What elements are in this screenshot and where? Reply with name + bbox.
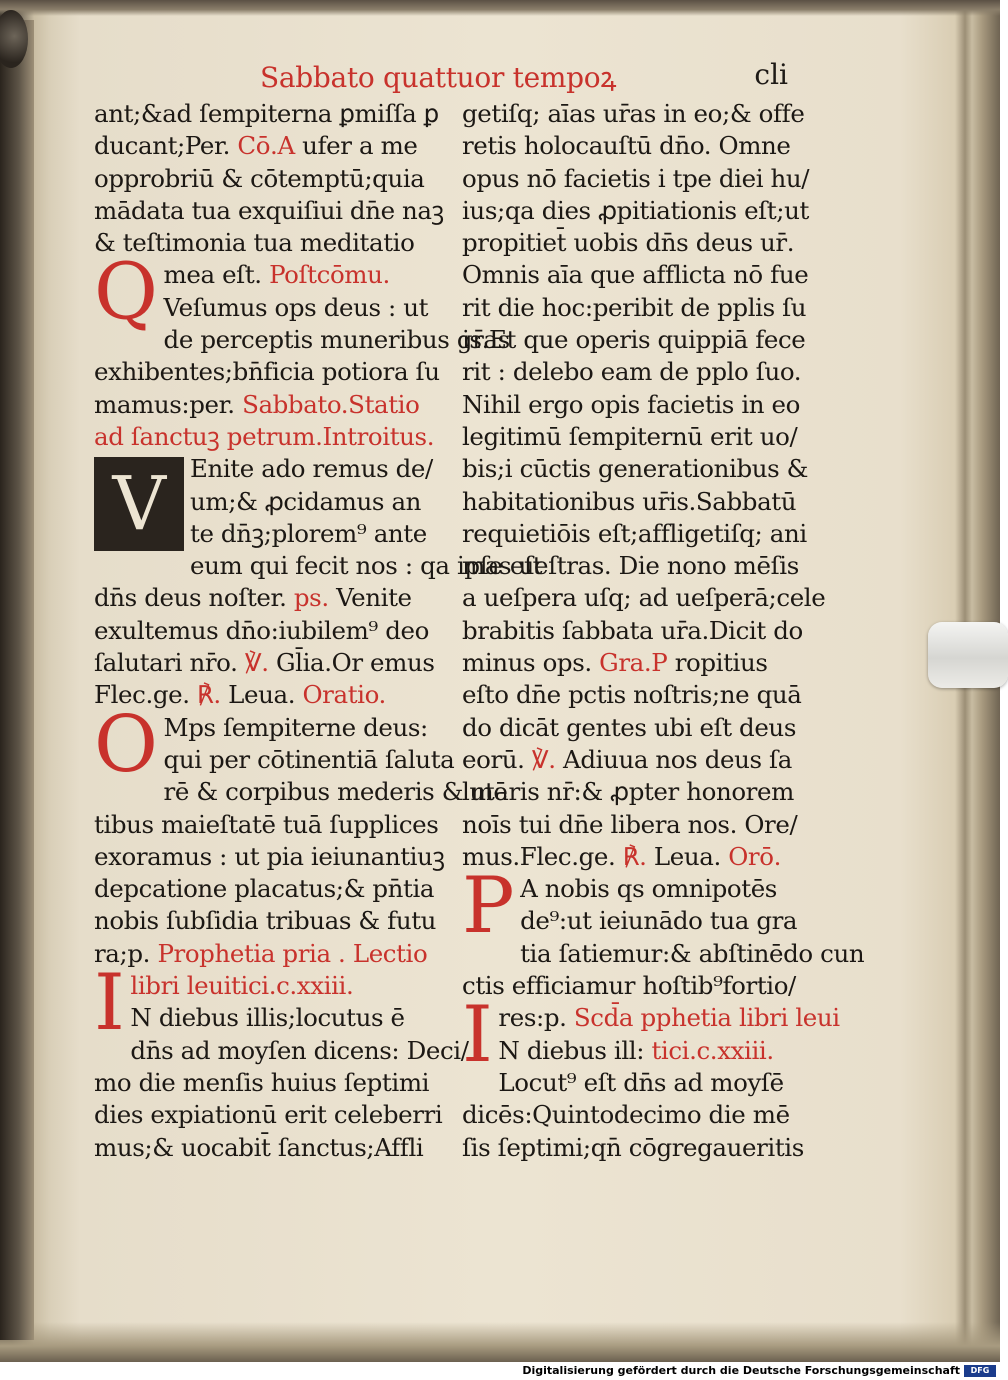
rubric-text: Poſtcōmu. [269, 260, 390, 290]
text-line [462, 841, 800, 873]
body-text: rē & corpibus mederis & mē [163, 777, 508, 807]
ornate-initial-letter: V [112, 461, 166, 548]
body-text: propitiet̄ uobis dn̄s deus ur̄. [462, 228, 795, 258]
text-line [462, 356, 800, 388]
text-line [462, 292, 807, 324]
footer-bar [0, 1362, 1000, 1380]
body-text: tibus maieſtatē tuā ſupplices [94, 809, 439, 839]
body-text: N diebus illis;locutus ē [130, 1003, 405, 1033]
rubric-initial: I [462, 990, 493, 1081]
text-line [94, 970, 436, 1002]
text-line [94, 582, 436, 614]
text-line [462, 615, 803, 647]
ornate-initial [94, 457, 184, 551]
body-text: res:p. [498, 1003, 574, 1033]
body-text: A nobis qs omnipotēs [520, 874, 777, 904]
text-line [94, 1002, 436, 1034]
body-text: de perceptis muneribus gr̄as [163, 325, 510, 355]
text-line [94, 1099, 443, 1131]
body-text: um;& ꝓcidamus an [190, 486, 422, 516]
rubric-text: Gra.P [599, 648, 668, 678]
rubric-text: Oratio. [302, 680, 386, 710]
text-line [462, 809, 800, 841]
body-text: te dn̄ꝫ;plorem⁹ ante [190, 518, 427, 548]
text-line [94, 356, 440, 388]
body-text: ius;qa dies ꝓpitiationis eſt;ut [462, 195, 809, 225]
text-line [94, 679, 436, 711]
body-text: rit : delebo eam de pplo ſuo. [462, 357, 802, 387]
body-text: getiſq; aīas ur̄as in eo;& offe [462, 99, 805, 128]
body-text: mamus:per. [94, 389, 243, 419]
body-text: mus.Flec.ge. [462, 841, 623, 871]
body-text: qui per cōtinentiā ſaluta [163, 744, 455, 774]
text-line [462, 1035, 800, 1067]
rubric-text: ℣. [244, 648, 269, 678]
text-line [94, 1035, 469, 1067]
text-line [94, 1132, 436, 1164]
body-text: Mps ſempiterne deus: [163, 712, 428, 742]
text-line [462, 195, 809, 227]
funding-note: Digitalisierung gefördert durch die Deutsche Forschungsgemeinschaft [522, 1364, 960, 1377]
text-line [462, 712, 800, 744]
body-text: nobis ſubſidia tribuas & futu [94, 906, 437, 936]
text-line [462, 130, 800, 162]
text-line [462, 1132, 804, 1164]
body-text: ra;p. [94, 938, 158, 968]
body-text: retis holocauſtū dn̄o. Omne [462, 131, 791, 161]
body-text: Gl̄ia.Or emus [268, 648, 435, 678]
text-line [94, 421, 436, 453]
rubric-text: ps. [293, 583, 329, 613]
rubric-initial: O [94, 699, 158, 790]
body-text: rit die hoc:peribit de pplis ſu [462, 292, 807, 322]
text-line [94, 841, 445, 873]
text-line [94, 227, 436, 259]
body-text: depcatione placatus;& pn̄tia [94, 874, 435, 904]
body-text: brabitis ſabbata ur̄a.Dicit do [462, 615, 803, 645]
body-text: dies expiationū erit celeberri [94, 1100, 443, 1130]
body-text: de⁹:ut ieiunādo tua gra [520, 906, 798, 936]
body-text: bis;i cūctis generationibus & [462, 454, 809, 484]
text-line [94, 550, 543, 582]
right-column [462, 98, 865, 1164]
body-text: is.Et que operis quippiā fece [462, 325, 806, 355]
body-text: eſto dn̄e pctis noſtris;ne quā [462, 680, 802, 710]
body-text: Venite [328, 583, 412, 613]
text-line [94, 647, 436, 679]
text-line [462, 389, 800, 421]
body-text: ufer a me [294, 131, 418, 161]
body-text: ropitius [667, 648, 768, 678]
body-text: habitationibus ur̄is.Sabbatū [462, 486, 797, 516]
body-text: Locut⁹ eſt dn̄s ad moyſē [498, 1067, 784, 1097]
body-text: mādata tua exquiſiui dn̄e naꝫ [94, 195, 444, 225]
text-line [94, 809, 439, 841]
text-line [462, 970, 800, 1002]
body-text: & teſtimonia tua meditatio [94, 228, 415, 258]
page-clip [928, 622, 1008, 688]
body-text: exultemus dn̄o:iubilem⁹ deo [94, 615, 429, 645]
rubric-text: ℟. [622, 841, 647, 871]
rubric-text: Cō.A [237, 131, 295, 161]
body-text: Veſumus ops deus : ut [163, 292, 429, 322]
body-text: ducant;Per. [94, 131, 238, 161]
body-text: Omnis aīa que afflicta nō fue [462, 260, 809, 290]
text-line [462, 1099, 800, 1131]
text-line [462, 647, 800, 679]
rubric-text: Orō. [728, 841, 781, 871]
text-line [462, 98, 805, 130]
body-text: mas ueſtras. Die nono mēſis [462, 551, 799, 581]
rubric-text: Scd̄a pphetia libri leui [573, 1003, 840, 1033]
body-text: mo die menſis huius ſeptimi [94, 1067, 430, 1097]
body-text: Leua. [220, 680, 303, 710]
body-text: exoramus : ut pia ieiunantiuꝫ [94, 841, 445, 871]
text-line [462, 163, 810, 195]
rubric-text: ℟. [197, 680, 221, 710]
text-line [462, 550, 800, 582]
binding-edge [0, 20, 34, 1340]
body-text: noīs tui dn̄e libera nos. Ore/ [462, 809, 798, 839]
body-text: Flec.ge. [94, 680, 198, 710]
rubric-initial: P [462, 861, 515, 952]
body-text: dn̄s deus noſter. [94, 583, 294, 613]
text-line [462, 1067, 800, 1099]
body-text: Enite ado remus de/ [190, 454, 433, 484]
text-line [94, 163, 436, 195]
body-text: eorū. [462, 744, 532, 774]
text-line [94, 98, 439, 130]
text-line [462, 744, 800, 776]
body-text: ctis efficiamur hoſtib⁹fortio/ [462, 971, 796, 1001]
body-text: dn̄s ad moyſen dicens: Deci/ [130, 1035, 469, 1065]
body-text: dicēs:Quintodecimo die mē [462, 1100, 790, 1130]
text-line [94, 615, 436, 647]
rubric-text: tici.c.xxiii. [651, 1035, 774, 1065]
text-line [94, 1067, 436, 1099]
rubric-text: Prophetia pria . Lectio [157, 938, 428, 968]
text-line [462, 679, 800, 711]
rubric-initial: I [94, 958, 125, 1049]
text-line [462, 486, 800, 518]
body-text: legitimū ſempiternū erit uo/ [462, 421, 798, 451]
body-text: opprobriū & cōtemptū;quia [94, 163, 425, 193]
book-page [44, 20, 964, 1340]
text-line [462, 518, 807, 550]
body-text: Adiuua nos deus ſa [555, 744, 792, 774]
text-line [462, 582, 826, 614]
rubric-text: ad ſanctuꝫ petrum.Introitus. [94, 421, 435, 451]
dfg-logo: DFG [964, 1365, 996, 1377]
body-text: do dicāt gentes ubi eſt deus [462, 712, 796, 742]
text-line [462, 453, 809, 485]
body-text: a ueſpera uſq; ad ueſperā;cele [462, 583, 826, 613]
body-text: minus ops. [462, 648, 600, 678]
text-line [462, 324, 806, 356]
body-text: ſis ſeptimi;qn̄ cōgregaueritis [462, 1132, 804, 1162]
text-line [94, 873, 436, 905]
running-title: Sabbato quattuor tempoꝝ [260, 61, 617, 94]
body-text: mus;& uocabit̄ ſanctus;Affli [94, 1132, 424, 1162]
rubric-text: Sabbato.Statio [242, 389, 420, 419]
text-line [94, 389, 436, 421]
text-line [462, 259, 809, 291]
text-line [94, 195, 444, 227]
body-text: requietiōis eſt;affligetiſq; ani [462, 518, 807, 548]
text-line [94, 130, 436, 162]
body-text: lutaris nr̄:& ꝓpter honorem [462, 777, 794, 807]
body-text: Leua. [646, 841, 729, 871]
body-text: ant;&ad ſempiterna ꝑmiſſa ꝑ [94, 99, 439, 128]
body-text: tia ſatiemur:& abſtinēdo cun [520, 938, 865, 968]
body-text: ſalutari nr̄o. [94, 648, 245, 678]
body-text: N diebus ill: [498, 1035, 652, 1065]
body-text: eum qui fecit nos : qa ipſe eſt [190, 551, 543, 581]
text-line [462, 776, 800, 808]
rubric-text: libri leuitici.c.xxiii. [130, 971, 354, 1001]
folio-number: cli [754, 58, 788, 91]
text-line [462, 421, 800, 453]
text-line [462, 1002, 840, 1034]
body-text: exhibentes;bn̄ficia potiora ſu [94, 357, 440, 387]
rubric-initial: Q [94, 247, 158, 338]
text-line [462, 227, 800, 259]
body-text: Nihil ergo opis facietis in eo [462, 389, 800, 419]
body-text: opus nō facietis i tpe diei hu/ [462, 163, 810, 193]
text-line [94, 905, 436, 937]
body-text: mea eſt. [163, 260, 270, 290]
rubric-text: ℣. [531, 744, 556, 774]
text-line [94, 938, 436, 970]
